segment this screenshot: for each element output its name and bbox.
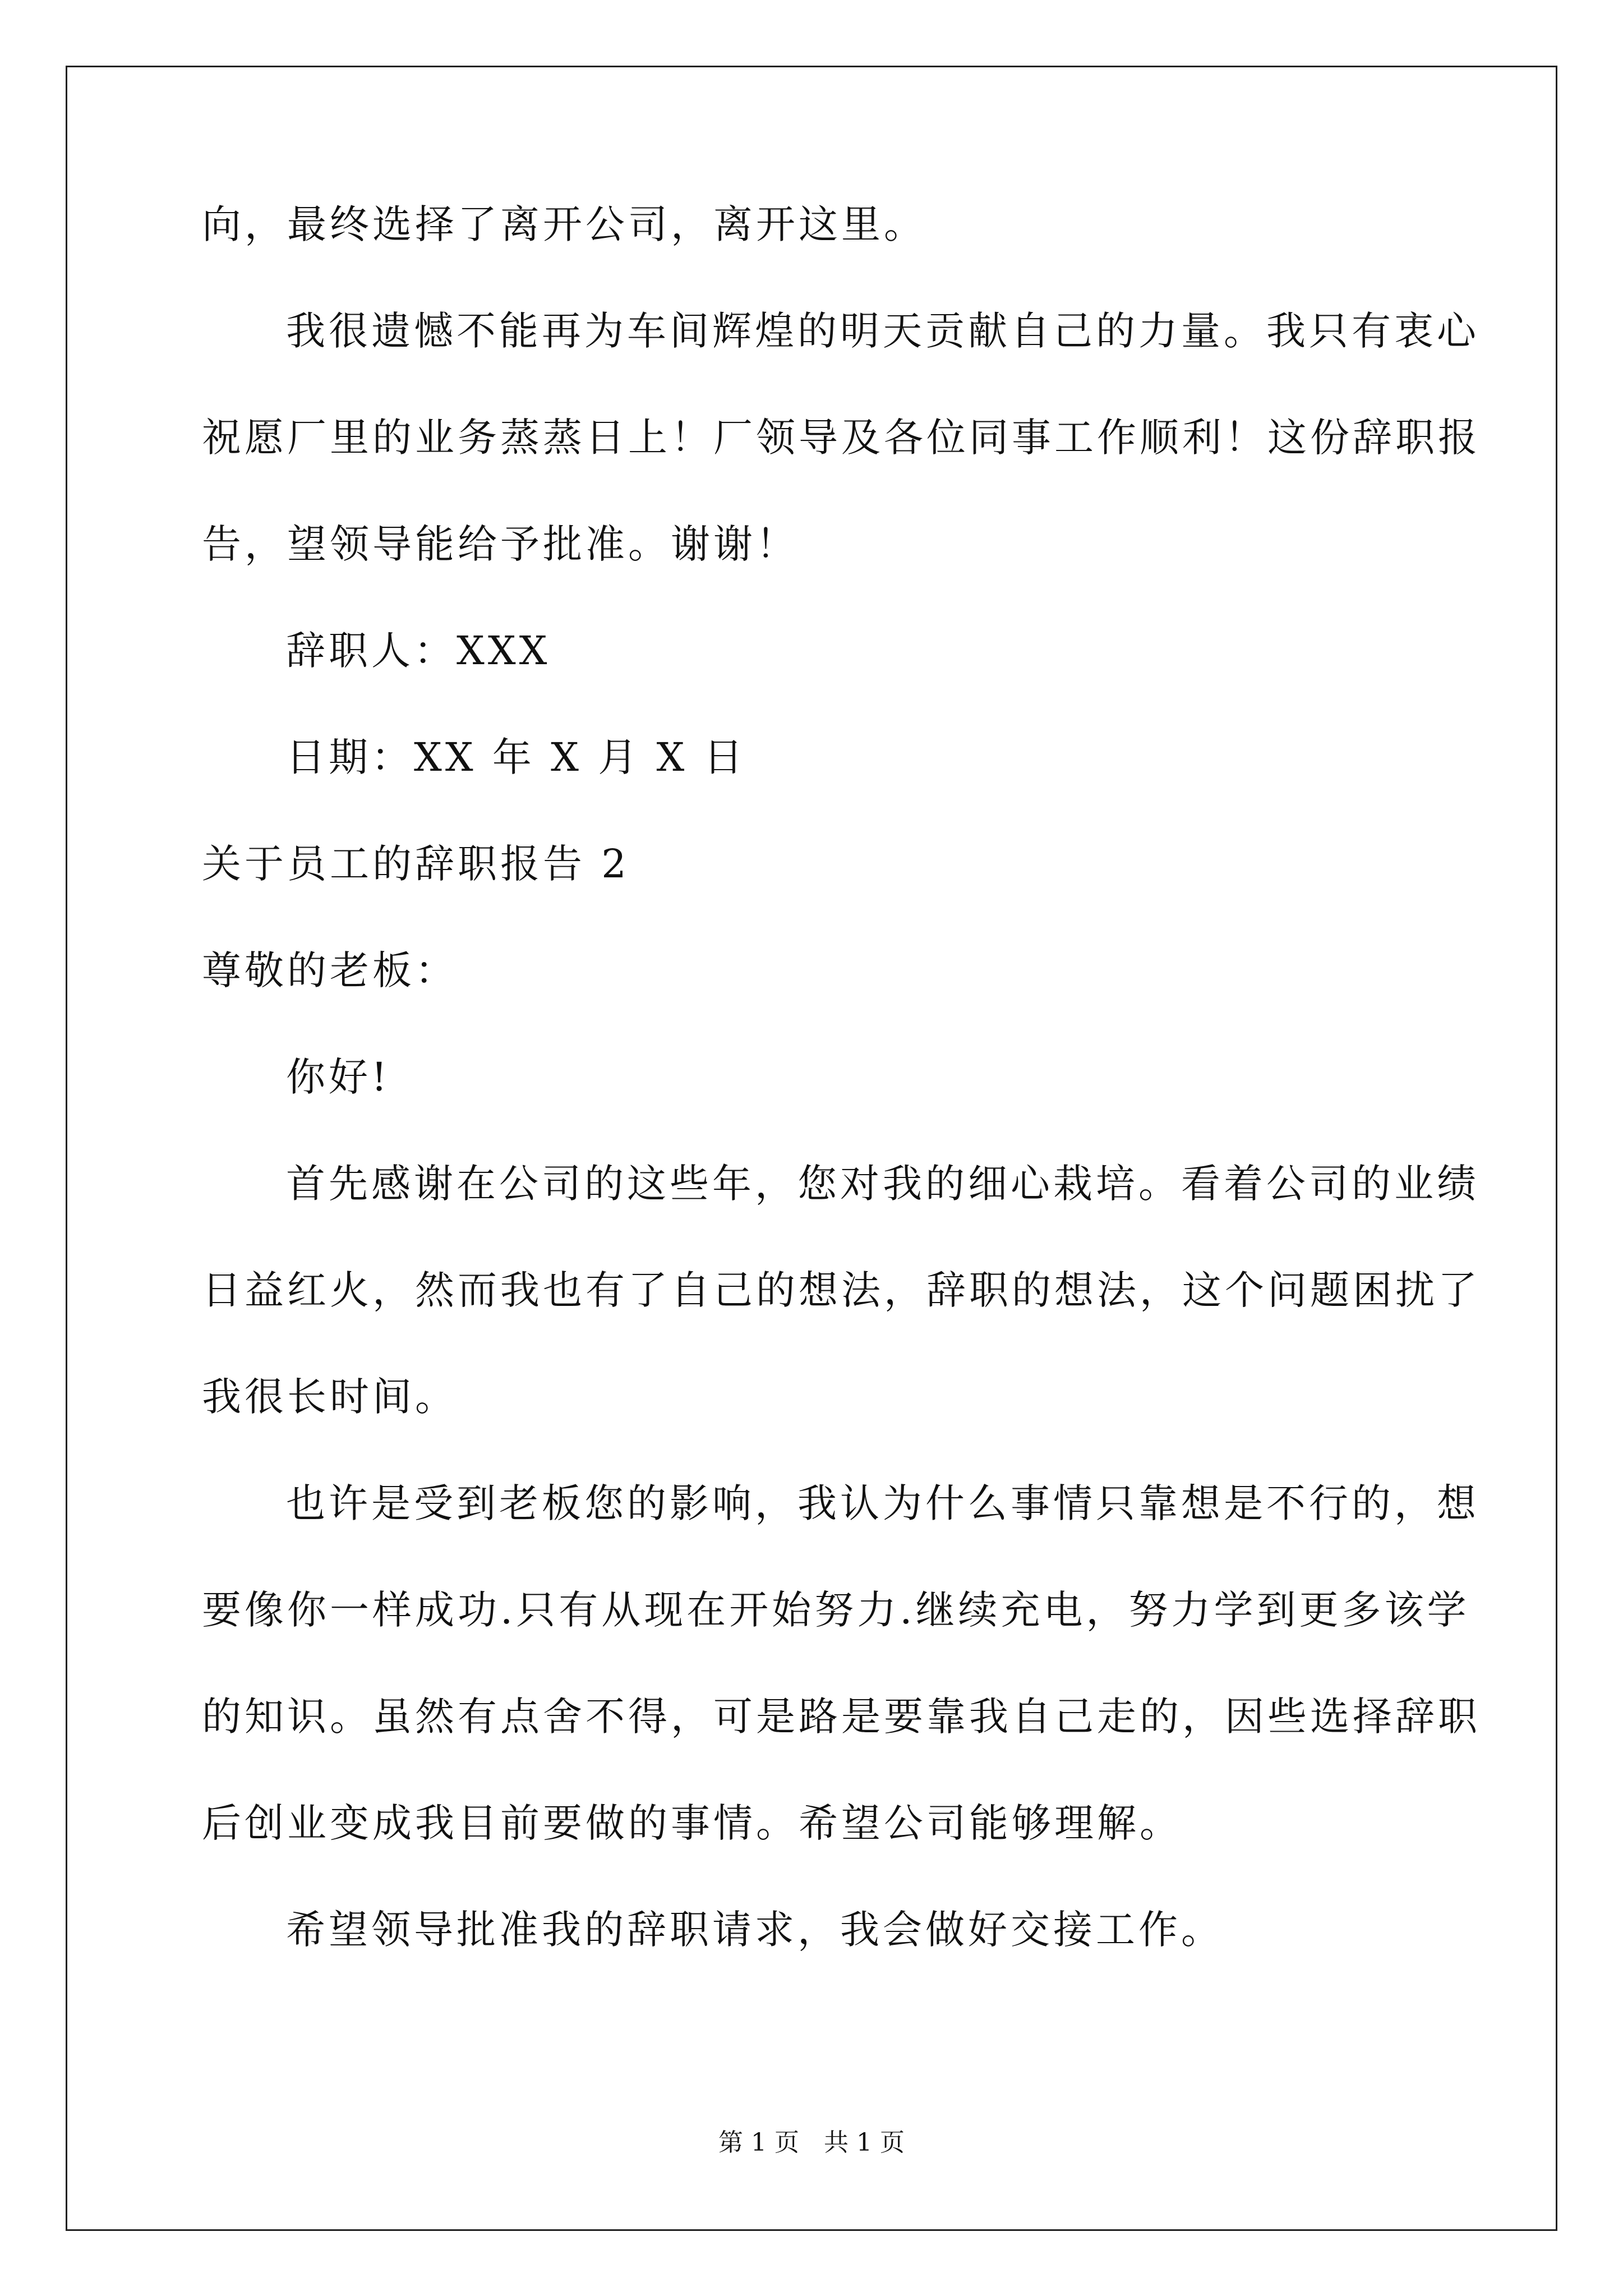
text-line: 希望领导批准我的辞职请求，我会做好交接工作。 [286, 1907, 1224, 1953]
salutation: 尊敬的老板： [202, 947, 458, 993]
text-line: 后创业变成我目前要做的事情。希望公司能够理解。 [202, 1800, 1182, 1846]
text-line: 也许是受到老板您的影响，我认为什么事情只靠想是不行的，想 [286, 1480, 1479, 1526]
text-line: 日益红火，然而我也有了自己的想法，辞职的想法，这个问题困扰了 [202, 1267, 1481, 1313]
text-line: 向，最终选择了离开公司，离开这里。 [202, 201, 926, 247]
page-footer: 第 1 页 共 1 页 [718, 2128, 905, 2157]
section-title: 关于员工的辞职报告 2 [202, 841, 630, 887]
text-line: 我很遗憾不能再为车间辉煌的明天贡献自己的力量。我只有衷心 [286, 308, 1479, 354]
date-line: 日期：XX 年 X 月 X 日 [286, 734, 746, 780]
text-line: 告，望领导能给予批准。谢谢！ [202, 521, 799, 567]
text-line: 要像你一样成功.只有从现在开始努力.继续充电，努力学到更多该学 [202, 1587, 1470, 1633]
text-line: 祝愿厂里的业务蒸蒸日上！厂领导及各位同事工作顺利！这份辞职报 [202, 415, 1481, 461]
text-line: 的知识。虽然有点舍不得，可是路是要靠我自己走的，因些选择辞职 [202, 1694, 1481, 1740]
text-line: 首先感谢在公司的这些年，您对我的细心栽培。看着公司的业绩 [286, 1161, 1479, 1207]
text-line: 我很长时间。 [202, 1374, 458, 1420]
signer-line: 辞职人：XXX [286, 628, 551, 674]
greeting: 你好! [286, 1054, 391, 1100]
